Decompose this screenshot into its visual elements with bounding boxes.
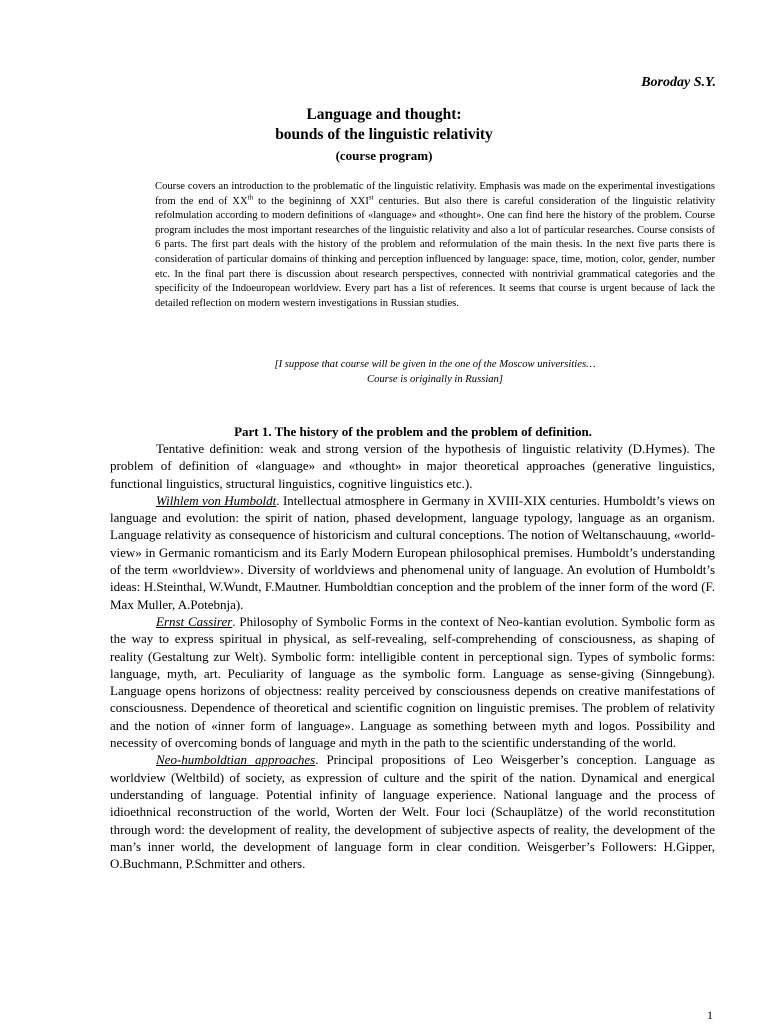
neo-humboldtian-heading: Neo-humboldtian approaches <box>156 752 316 768</box>
subtitle: (course program) <box>335 148 433 163</box>
note-line-2: Course is originally in Russian] <box>367 373 503 385</box>
humboldt-heading: Wilhlem von Humboldt <box>156 492 277 508</box>
humboldt-text: . Intellectual atmosphere in Germany in XVIII-XIX centuries. Humboldt’s views on language and evolution: the spirit of nation, phased development, language typology, language as an organism. Language relativity as consequence of historicism and cultural conceptions. The notion of Weltanschauung, «world-view» in Germanic romanticism and its Early Modern European philosophical premises. Humboldt’s understanding of the term «worldview». Diversity of worldviews and phenomenal unity of language. An evolution of Humboldt’s ideas: H.Steinthal, W.Wundt, F.Mautner. Humboldtian conception and the problem of the inner form of the word (F. Max Muller, A.Potebnja). <box>110 492 715 612</box>
paragraph-cassirer <box>110 613 715 751</box>
abstract-sup-1: th <box>247 193 254 202</box>
paragraph-definition: Tentative definition: weak and strong version of the hypothesis of linguistic relativity (D.Hymes). The problem of definition of «language» and «thought» in major theoretical approaches (generative linguistics, functional linguistics, structural linguistics, cognitive linguistics etc.). <box>110 441 715 491</box>
note-line-1: [I suppose that course will be given in the one of the Moscow universities… <box>274 359 596 370</box>
course-note <box>155 358 715 388</box>
neo-humboldtian-text: . Principal propositions of Leo Weisgerber’s conception. Language as worldview (Weltbild) of society, as expression of culture and the spirit of the nation. Dynamical and energical understanding of language. Potential infinity of language experience. National language and the process of idioethnical reconstruction of the world, Worten der Welt. Four loci (Schauplätze) of the world reconstitution through word: the development of reality, the development of subjective aspects of reality, the development of the man’s inner world, the development of language form in clear condition. Weisgerber’s Followers: H.Gipper, O.Buchmann, P.Schmitter and others. <box>110 752 715 872</box>
abstract-text-3: centuries. But also there is careful consideration of the linguistic relativity refolmulation according to modern definitions of «language» and «thought». One can find here the history of the problem. Course program includes the most important researches of the linguistic relativity and also a lot of particular researches. Course consists of 6 parts. The first part deals with the history of the problem and reformulation of the main thesis. In the next five parts there is consideration of particular domains of thinking and perception influenced by language: space, time, motion, color, gender, number etc. In the final part there is discussion about research perspectives, connected with nontrivial grammatical categories and the specificity of the Indoeuropean worldview. Every part has a list of references. It seems that course is urgent because of lack the detailed reflection on modern western investigations in Russian studies. <box>155 195 715 309</box>
title-line-1: Language and thought: <box>306 106 462 123</box>
part-1-heading: Part 1. The history of the problem and the problem of definition. <box>234 424 592 439</box>
cassirer-text: . Philosophy of Symbolic Forms in the context of Neo-kantian evolution. Symbolic form as the way to express spiritual in physical, as self-revealing, self-comprehending of consciousness, as shaping of reality (Gestaltung zur Welt). Symbolic form: intelligible content in perceptional sign. Types of symbolic forms: language, myth, art. Peculiarity of language as the symbolic form. Language as sense-giving (Sinngebung). Language opens horizons of objectness: reality perceived by consciousness depends on creative manifestations of consciousness. Dependence of theoretical and scientific cognition on linguistic premises. The problem of relativity and the notion of «inner form of language». Language as something between myth and logos. Possibility and necessity of overcoming bonds of language and myth in the path to the scientific understanding of the world. <box>110 613 715 751</box>
part-1-body <box>110 440 715 872</box>
paragraph-humboldt <box>110 492 715 613</box>
abstract-text-2: to the begininng of XXI <box>253 195 369 207</box>
paragraph-neo-humboldtian <box>110 751 715 872</box>
abstract-text-1: Course covers an introduction to the problematic of the linguistic relativity. Emphasis was made on the experimental investigations from the end of XX <box>155 181 715 207</box>
title-line-2: bounds of the linguistic relativity <box>275 126 493 143</box>
abstract <box>155 180 715 311</box>
author-name: Boroday S.Y. <box>641 75 716 90</box>
page-number: 1 <box>707 1008 713 1022</box>
abstract-sup-2: st <box>368 193 374 202</box>
cassirer-heading: Ernst Cassirer <box>156 613 233 629</box>
